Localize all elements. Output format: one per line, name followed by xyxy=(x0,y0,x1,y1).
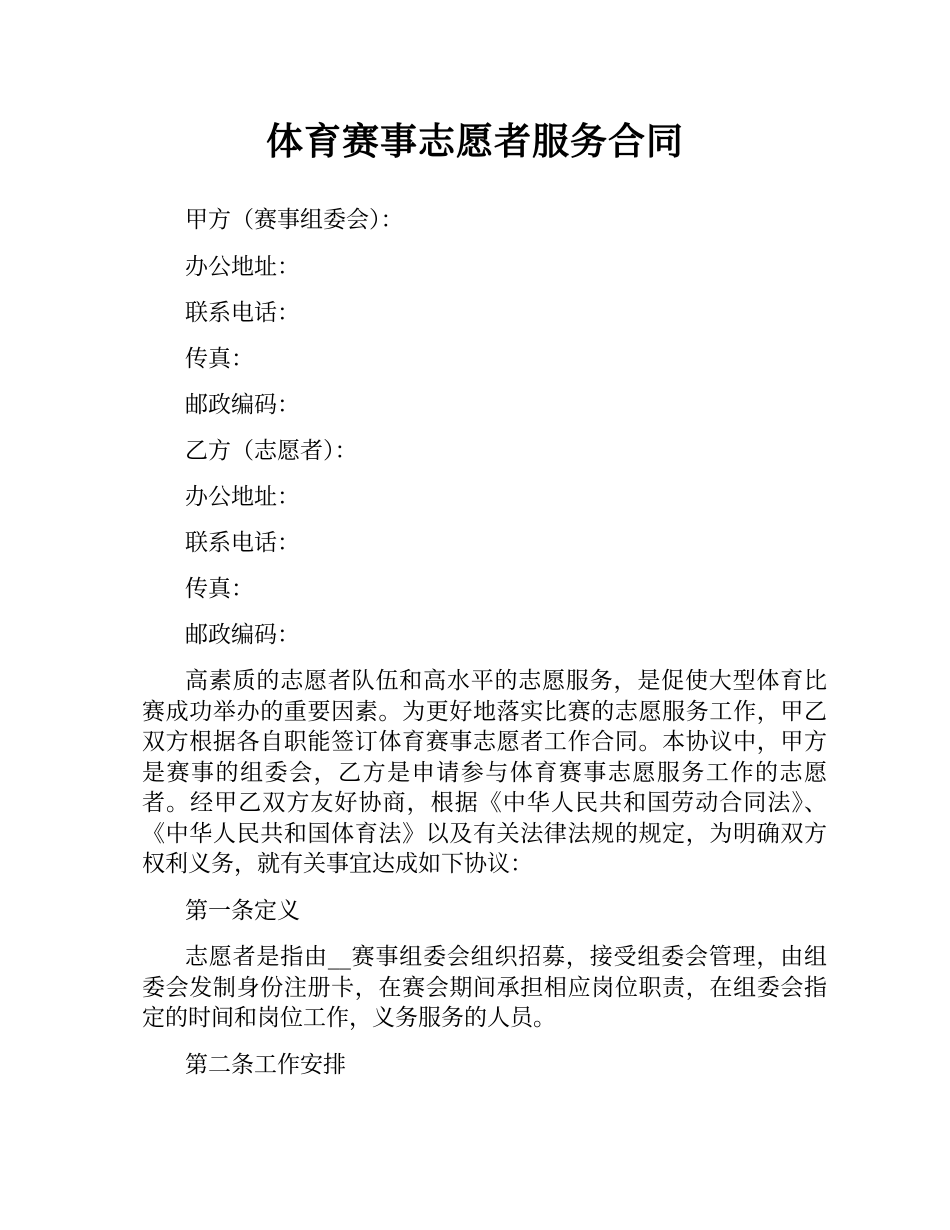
intro-paragraph: 高素质的志愿者队伍和高水平的志愿服务，是促使大型体育比赛成功举办的重要因素。为更好地落实比赛的志愿服务工作，甲乙双方根据各自职能签订体育赛事志愿者工作合同。本协议中，甲方是赛事的组委会，乙方是申请参与体育赛事志愿服务工作的志愿者。经甲乙双方友好协商，根据《中华人民共和国劳动合同法》、《中华人民共和国体育法》以及有关法律法规的规定，为明确双方权利义务，就有关事宜达成如下协议： xyxy=(142,668,827,877)
party-a-heading: 甲方（赛事组委会）： xyxy=(185,207,404,233)
party-b-fax: 传真： xyxy=(185,576,254,602)
party-b-heading: 乙方（志愿者）： xyxy=(185,438,358,464)
article-1-body: 志愿者是指由__赛事组委会组织招募，接受组委会管理，由组委会发制身份注册卡，在赛会期间承担相应岗位职责，在组委会指定的时间和岗位工作，义务服务的人员。 xyxy=(142,944,827,1031)
party-b-phone: 联系电话： xyxy=(185,530,300,556)
article-2-title: 第二条工作安排 xyxy=(185,1052,346,1078)
party-a-fax: 传真： xyxy=(185,346,254,372)
article-1-title: 第一条定义 xyxy=(185,898,300,924)
party-b-postcode: 邮政编码： xyxy=(185,622,300,648)
party-a-postcode: 邮政编码： xyxy=(185,392,300,418)
party-a-address: 办公地址： xyxy=(185,254,300,280)
party-b-address: 办公地址： xyxy=(185,484,300,510)
document-title: 体育赛事志愿者服务合同 xyxy=(266,120,684,163)
party-a-phone: 联系电话： xyxy=(185,300,300,326)
